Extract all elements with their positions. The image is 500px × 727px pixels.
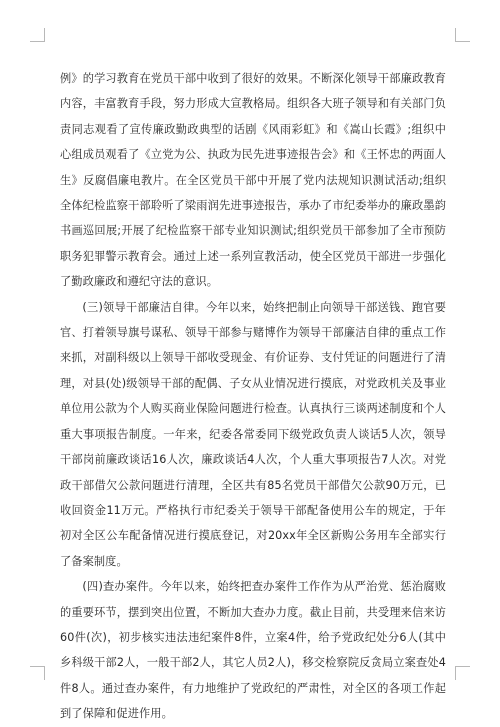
crop-mark-bottom-right-horizontal	[456, 666, 470, 667]
paragraph-case-investigation: (四)查办案件。今年以来，始终把查办案件工作作为从严治党、惩治腐败的重要环节，摆到突出位置，不断加大查办力度。截止目前，共受理来信来访60件(次)，初步核实违法违纪案件8件，立案4件，给予党政纪处分6人(其中乡科级干部2人，一般干部2人，其它人员2人)，移交检察院反贪局立案查处4件8人。通过查办案件，有力地维护了党政纪的严肃性，对全区的各项工作起到了保障和促进作用。	[60, 580, 446, 721]
crop-mark-bottom-right-vertical	[455, 666, 456, 680]
crop-mark-top-right-vertical	[455, 28, 456, 42]
crop-mark-top-left-horizontal	[30, 41, 44, 42]
crop-mark-bottom-left-vertical	[44, 666, 45, 680]
crop-mark-top-left-vertical	[44, 28, 45, 42]
crop-mark-top-right-horizontal	[456, 41, 470, 42]
crop-mark-bottom-left-horizontal	[30, 666, 44, 667]
paragraph-propaganda-education: 例》的学习教育在党员干部中收到了很好的效果。不断深化领导干部廉政教育内容，丰富教育手段，努力形成大宣教格局。组织各大班子领导和有关部门负责同志观看了宣传廉政勤政典型的话剧《风雨彩虹》和《嵩山长霞》;组织中心组成员观看了《立党为公、执政为民先进事迹报告会》和《王怀忠的两面人生》反腐倡廉电教片。在全区党员干部中开展了党内法规知识测试活动;组织全体纪检监察干部聆听了梁雨润先进事迹报告，承办了市纪委举办的廉政墨韵书画巡回展;开展了纪检监察干部专业知识测试;组织党员干部参加了全市预防职务犯罪警示教育会。通过上述一系列宣教活动，使全区党员干部进一步强化了勤政廉政和遵纪守法的意识。	[60, 72, 446, 289]
body-text	[60, 66, 446, 727]
paragraph-self-discipline: (三)领导干部廉洁自律。今年以来，始终把制止向领导干部送钱、跑官要官、打着领导旗号谋私、领导干部参与赌博作为领导干部廉洁自律的重点工作来抓，对副科级以上领导干部收受现金、有价证券、支付凭证的问题进行了清理，对县(处)级领导干部的配偶、子女从业情况进行摸底，对党政机关及事业单位用公款为个人购买商业保险问题进行检查。认真执行三谈两述制度和个人重大事项报告制度。一年来，纪委各常委同下级党政负责人谈话5人次，领导干部岗前廉政谈话16人次，廉政谈话4人次，个人重大事项报告7人次。对党政干部借欠公款问题进行清理，全区共有85名党员干部借欠公款90万元，已收回资金11万元。严格执行市纪委关于领导干部配备使用公车的规定，于年初对全区公车配备情况进行摸底登记，对20xx年全区新购公务用车全部实行了备案制度。	[60, 300, 446, 568]
